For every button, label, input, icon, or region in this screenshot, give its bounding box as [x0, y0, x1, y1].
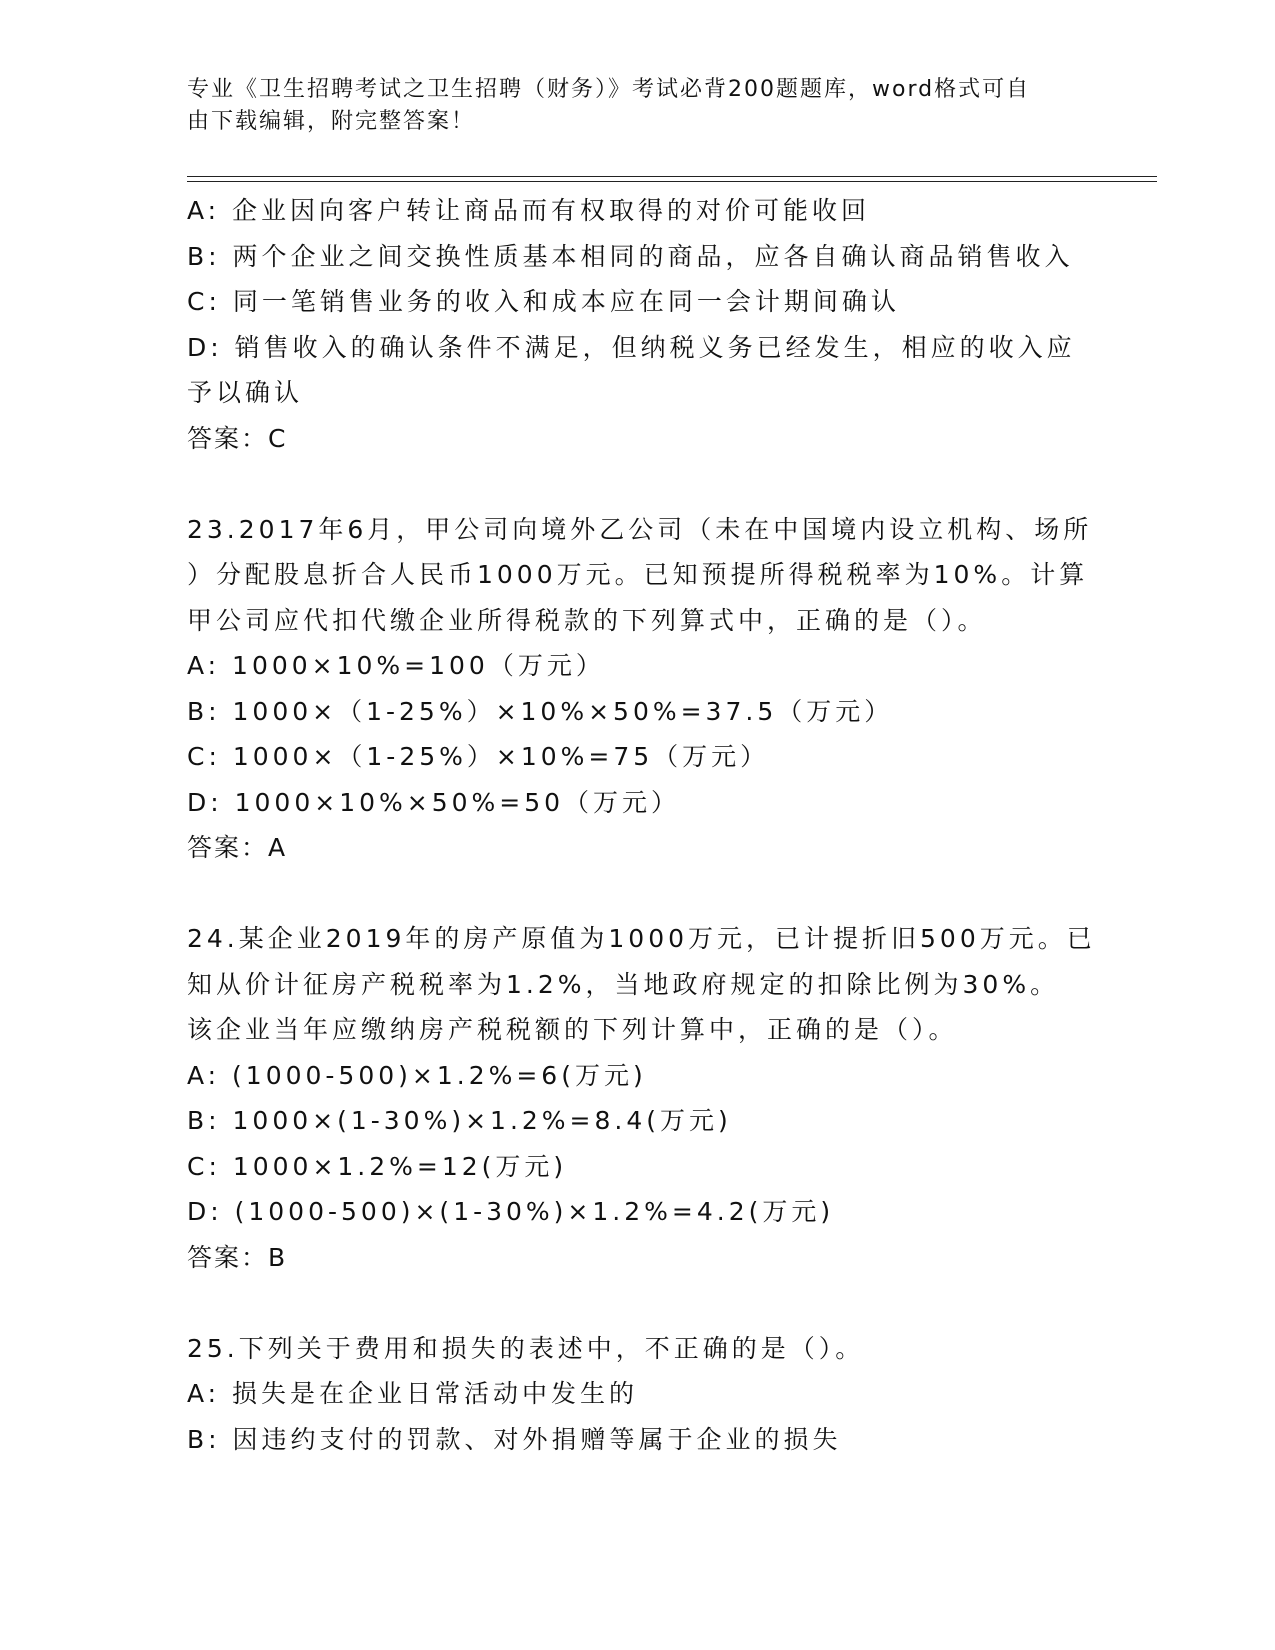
- question-stem: ）分配股息折合人民币1000万元。已知预提所得税税率为10%。计算: [187, 560, 1089, 589]
- question-stem: 23.2017年6月，甲公司向境外乙公司（未在中国境内设立机构、场所: [187, 514, 1093, 544]
- option-b: B: 因违约支付的罚款、对外捐赠等属于企业的损失: [187, 1424, 842, 1454]
- question-22-options: [187, 188, 1087, 461]
- header-divider-bottom: [187, 181, 1157, 182]
- option-a: A: (1000-500)×1.2%=6(万元): [187, 1060, 647, 1090]
- option-a: A: 企业因向客户转让商品而有权取得的对价可能收回: [187, 196, 871, 225]
- question-23: [187, 507, 1093, 871]
- option-c: C: 1000×1.2%=12(万元): [187, 1151, 568, 1181]
- question-stem: 知从价计征房产税税率为1.2%，当地政府规定的扣除比例为30%。: [187, 969, 1060, 999]
- question-stem: 25.下列关于费用和损失的表述中，不正确的是（）。: [187, 1333, 865, 1363]
- option-d: D: (1000-500)×(1-30%)×1.2%=4.2(万元): [187, 1197, 835, 1226]
- question-stem: 24.某企业2019年的房产原值为1000万元，已计提折旧500万元。已: [187, 924, 1096, 953]
- answer: 答案：B: [187, 1242, 288, 1272]
- document-header: [187, 74, 1087, 138]
- header-divider-top: [187, 176, 1157, 177]
- question-25: [187, 1326, 1087, 1463]
- spacer: [187, 871, 1087, 917]
- option-a: A: 损失是在企业日常活动中发生的: [187, 1379, 639, 1408]
- header-line-2: 由下载编辑，附完整答案！: [187, 109, 476, 134]
- question-stem: 甲公司应代扣代缴企业所得税款的下列算式中，正确的是（）。: [187, 605, 987, 635]
- answer: 答案：C: [187, 423, 288, 453]
- option-c: C: 1000×（1-25%）×10%=75（万元）: [187, 742, 770, 771]
- document-body: [187, 188, 1096, 1462]
- option-d: D: 1000×10%×50%=50（万元）: [187, 787, 681, 817]
- option-a: A: 1000×10%=100（万元）: [187, 651, 605, 680]
- spacer: [187, 461, 1087, 507]
- option-c: C: 同一笔销售业务的收入和成本应在同一会计期间确认: [187, 287, 900, 316]
- answer: 答案：A: [187, 833, 288, 862]
- option-b: B: 两个企业之间交换性质基本相同的商品，应各自确认商品销售收入: [187, 241, 1074, 271]
- spacer: [187, 1280, 1087, 1326]
- option-b: B: 1000×（1-25%）×10%×50%=37.5（万元）: [187, 696, 894, 726]
- header-line-1: 专业《卫生招聘考试之卫生招聘（财务）》考试必背200题题库，word格式可自: [187, 77, 1031, 102]
- option-d: D: 销售收入的确认条件不满足，但纳税义务已经发生，相应的收入应: [187, 332, 1076, 362]
- question-24: [187, 916, 1096, 1280]
- option-b: B: 1000×(1-30%)×1.2%=8.4(万元): [187, 1106, 732, 1135]
- question-stem: 该企业当年应缴纳房产税税额的下列计算中，正确的是（）。: [187, 1015, 958, 1044]
- option-d-continued: 予以确认: [187, 378, 304, 407]
